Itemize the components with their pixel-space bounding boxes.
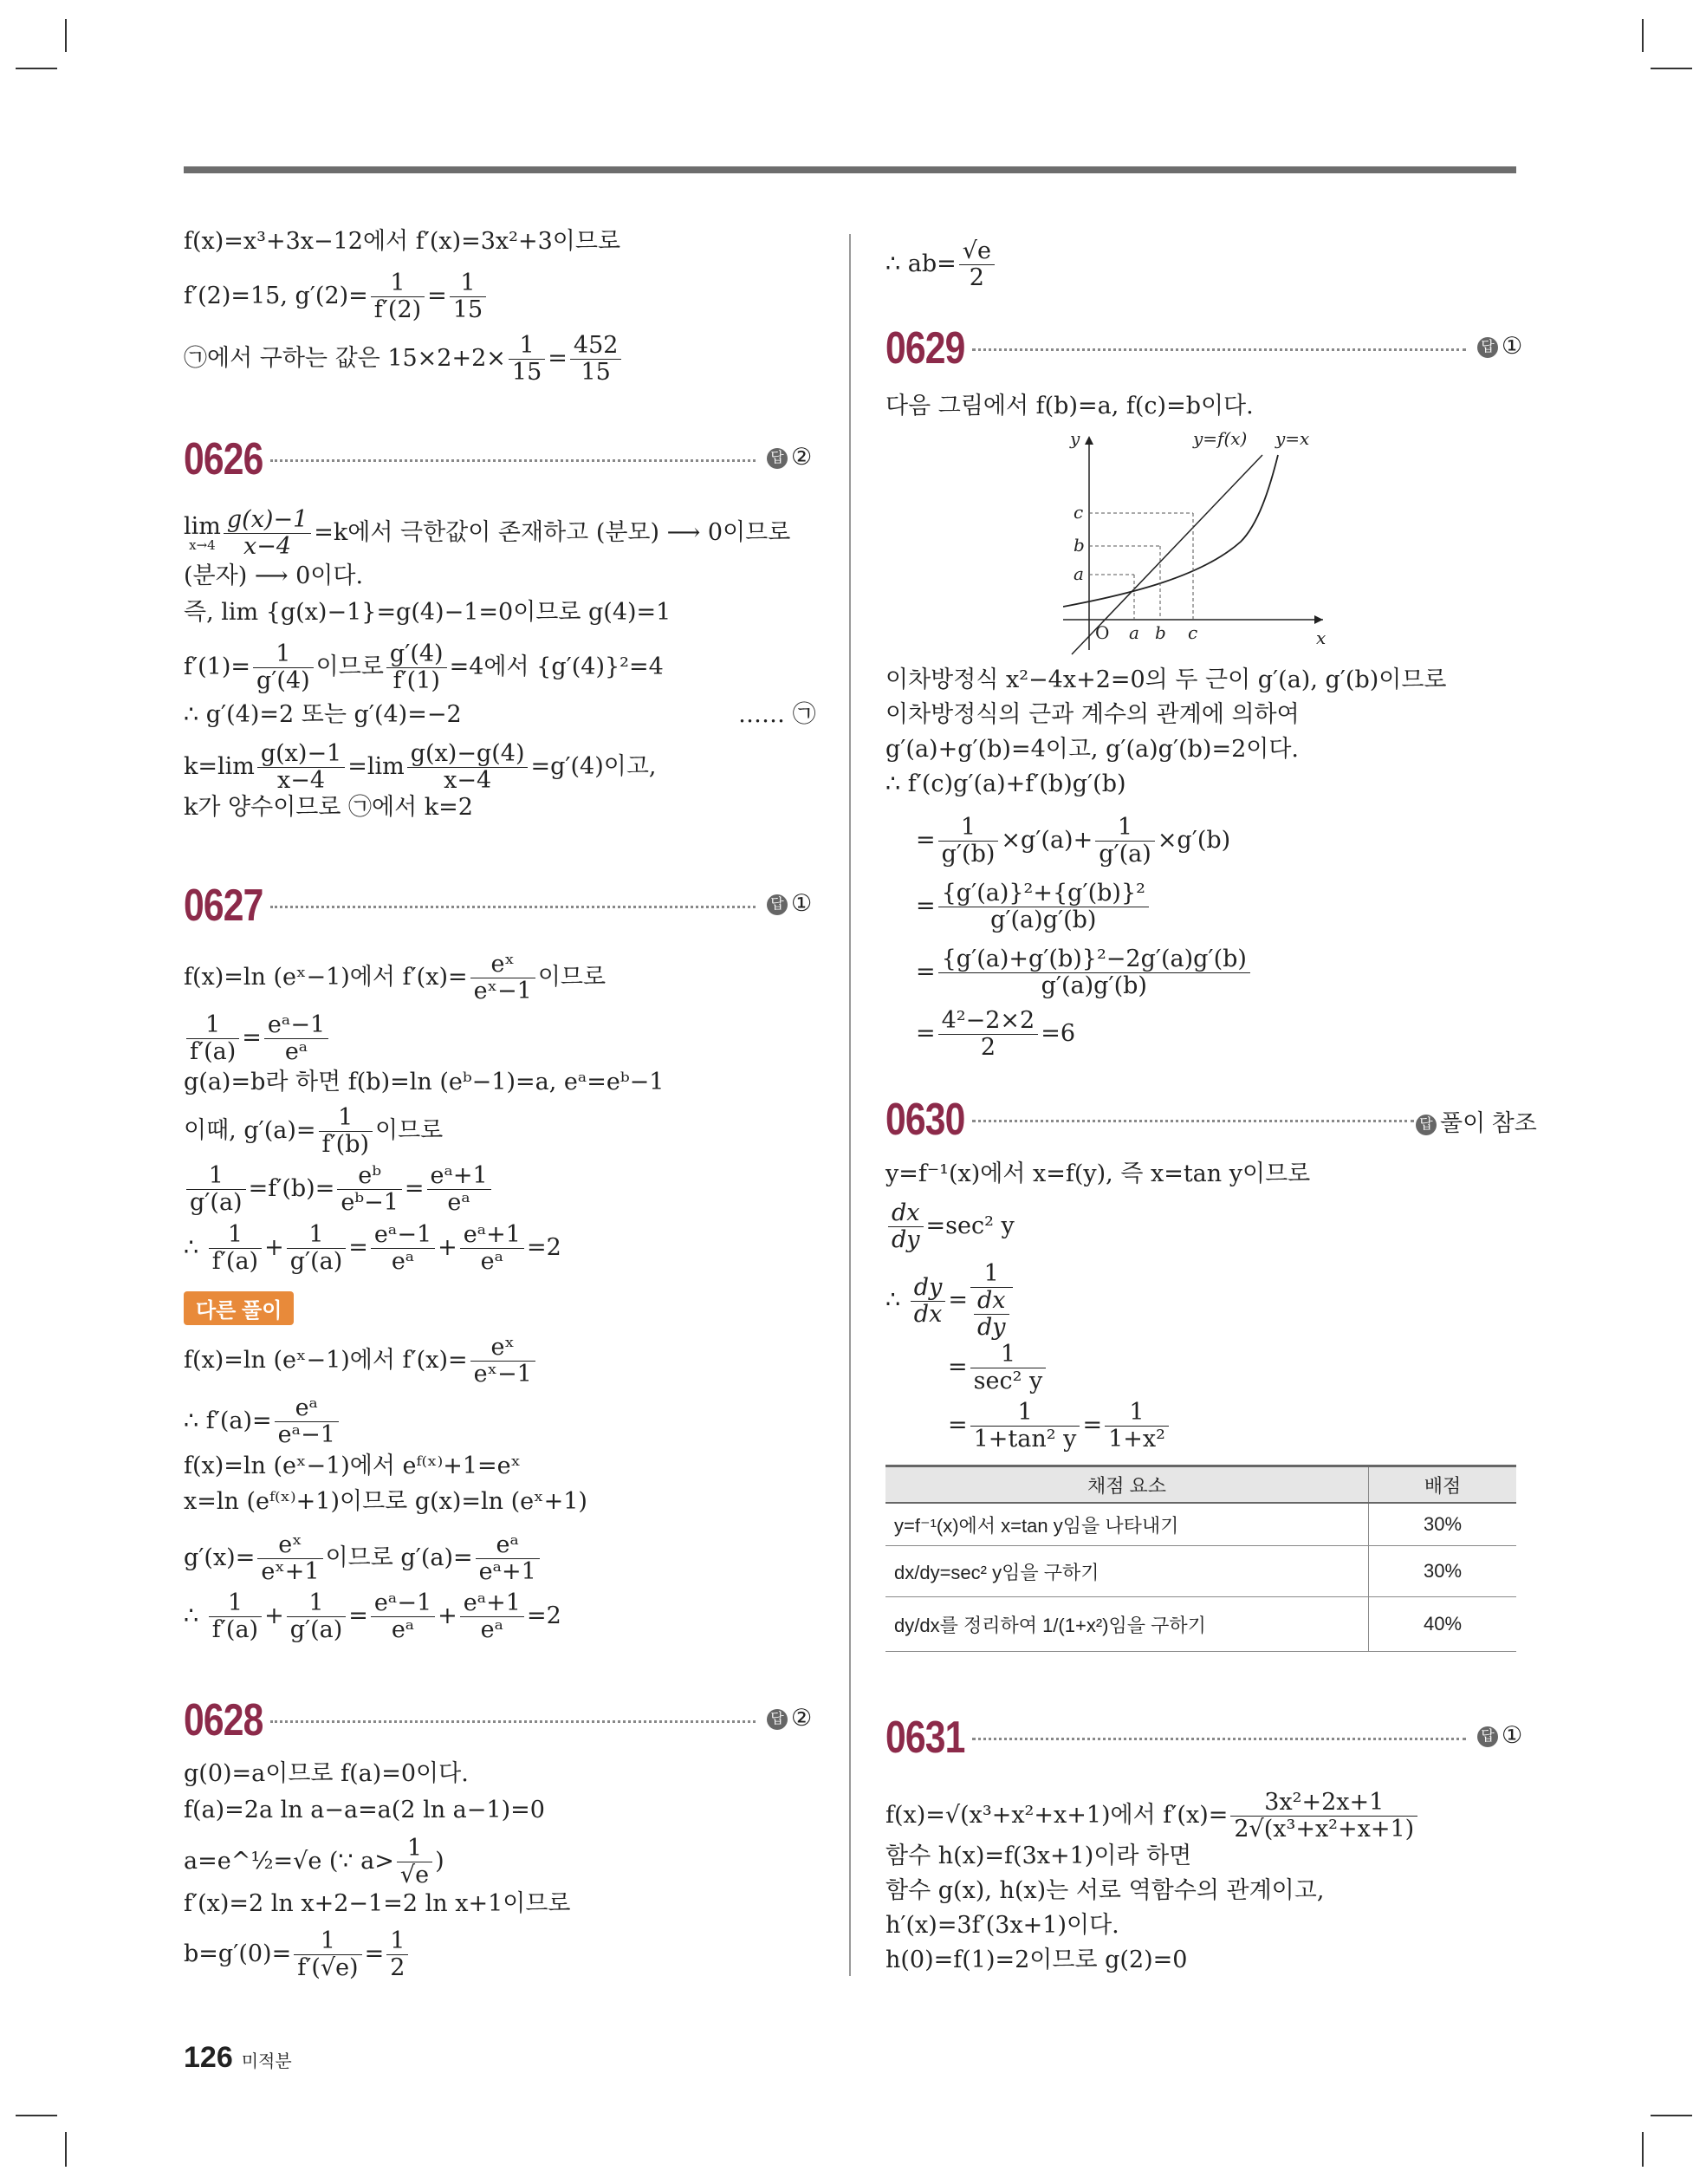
p631-line-5: h(0)=f(1)=2이므로 g(2)=0 bbox=[885, 1947, 1188, 1973]
dotted-leader bbox=[972, 348, 1466, 351]
answer-badge: 답 ① bbox=[767, 890, 812, 917]
origin-label: O bbox=[1095, 622, 1110, 643]
problem-number: 0630 bbox=[885, 1095, 965, 1145]
answer-icon: 답 bbox=[1416, 1115, 1437, 1135]
p627-line-1: f(x)=ln (eˣ−1)에서 f′(x)= $\frac{\text{eˣ}}{\text{eˣ−1}}$ 이므로 bbox=[184, 951, 607, 1004]
p630-line-5: = $\frac{1}{\text{1+tan² y}}$ = $\frac{1}{\text{1+x²}}$ bbox=[948, 1400, 1171, 1453]
alt-solution-tag: 다른 풀이 bbox=[184, 1291, 294, 1325]
y-axis-label: y bbox=[1070, 429, 1080, 449]
p629-line-9: = $\frac{\text{4²−2×2}}{2}$ =6 bbox=[916, 1007, 1076, 1061]
p631-line-4: h′(x)=3f′(3x+1)이다. bbox=[885, 1912, 1119, 1939]
p627-line-4: 이때, g′(a)= $\frac{1}{f'(b)}$ 이므로 bbox=[184, 1104, 444, 1158]
p629-line-8: = $\frac{\text{\{g′(a)+g′(b)\}²−2g′(a)g′(b)}}{g'(a)g'(b)}$ bbox=[916, 946, 1253, 999]
answer-badge: 답 ① bbox=[1477, 1722, 1522, 1749]
guide-lines bbox=[1089, 513, 1193, 620]
p629-line-7: = $\frac{\text{\{g′(a)\}²+\{g′(b)\}²}}{g'(a)g'(b)}$ bbox=[916, 881, 1151, 933]
p626-line-4: f′(1)= $\frac{1}{g'(4)}$ 이므로 $\frac{g'(4)}{f'(1)}$ =4에서 {g′(4)}²=4 bbox=[184, 640, 664, 694]
y-label-b: b bbox=[1074, 535, 1085, 556]
problem-number: 0631 bbox=[885, 1713, 965, 1763]
intro-line-1: f(x)=x³+3x−12에서 f′(x)=3x²+3이므로 bbox=[184, 228, 621, 255]
answer-icon: 답 bbox=[767, 448, 788, 469]
p630-line-2: $\frac{dx}{dy}$ =sec² y bbox=[885, 1200, 1015, 1253]
table-cell: 40% bbox=[1369, 1597, 1517, 1652]
curve-f bbox=[1063, 455, 1278, 607]
column-header: 배점 bbox=[1369, 1466, 1517, 1504]
table-row bbox=[885, 1503, 1516, 1546]
p627-line-5: $\frac{1}{g'(a)}$ =f′(b)= $\frac{\text{eᵇ}}{\text{eᵇ−1}}$ = $\frac{\text{eᵃ+1}}{\text{eᵃ}}$ bbox=[184, 1163, 494, 1216]
p627-line-6: ∴ $\frac{1}{f'(a)}$ + $\frac{1}{g'(a)}$ = $\frac{\text{eᵃ−1}}{\text{eᵃ}}$ + $\frac{\text{eᵃ+1}}{\text{eᵃ}}$ =2 bbox=[184, 1221, 561, 1275]
dotted-leader bbox=[270, 1720, 756, 1723]
page-number: 126 bbox=[184, 2041, 233, 2074]
p626-line-2: (분자) ⟶ 0이다. bbox=[184, 562, 364, 589]
x-axis-label: x bbox=[1316, 627, 1327, 648]
top-result-line: ∴ ab= $\frac{√e}{2}$ bbox=[885, 238, 997, 291]
p629-line-1: 다음 그림에서 f(b)=a, f(c)=b이다. bbox=[885, 393, 1254, 419]
p626-marker: …… ㉠ bbox=[738, 701, 816, 728]
answer-icon: 답 bbox=[1477, 337, 1498, 358]
p627-line-2: $\frac{1}{f'(a)}$ = $\frac{\text{eᵃ−1}}{\text{eᵃ}}$ bbox=[184, 1012, 331, 1065]
p630-line-1: y=f⁻¹(x)에서 x=f(y), 즉 x=tan y이므로 bbox=[885, 1160, 1311, 1187]
p630-line-3: ∴ $\frac{dy}{dx}$ = $\frac{1}{\frac{dx}{dy}}$ bbox=[885, 1261, 1015, 1341]
y-label-c: c bbox=[1074, 502, 1084, 523]
page-footer bbox=[184, 2041, 292, 2075]
p631-line-3: 함수 g(x), h(x)는 서로 역함수의 관계이고, bbox=[885, 1877, 1325, 1904]
table-row bbox=[885, 1597, 1516, 1652]
p627-alt-line-5: g′(x)= $\frac{\text{eˣ}}{\text{eˣ+1}}$ 이므로 g′(a)= $\frac{\text{eᵃ}}{\text{eᵃ+1}}$ bbox=[184, 1532, 542, 1585]
x-label-a: a bbox=[1129, 622, 1139, 643]
answer-icon: 답 bbox=[1477, 1726, 1498, 1747]
table-cell: 30% bbox=[1369, 1503, 1517, 1546]
p628-line-3: a=e^½=√e (∵ a> $\frac{1}{√e}$ ) bbox=[184, 1835, 444, 1888]
p627-alt-line-1: f(x)=ln (eˣ−1)에서 f′(x)= $\frac{\text{eˣ}}{\text{eˣ−1}}$ bbox=[184, 1335, 538, 1388]
yx-label: y=x bbox=[1275, 429, 1310, 449]
x-label-b: b bbox=[1155, 622, 1166, 643]
problem-number: 0627 bbox=[184, 881, 263, 931]
crop-mark bbox=[1651, 68, 1692, 69]
table-cell: 30% bbox=[1369, 1546, 1517, 1597]
p626-line-6: k=lim $\frac{g(x)-1}{x-4}$ =lim $\frac{g(x)-g(4)}{x-4}$ =g′(4)이고, bbox=[184, 740, 657, 794]
p631-line-2: 함수 h(x)=f(3x+1)이라 하면 bbox=[885, 1843, 1192, 1869]
problem-number: 0628 bbox=[184, 1695, 263, 1745]
crop-mark bbox=[16, 2115, 57, 2116]
p627-line-3: g(a)=b라 하면 f(b)=ln (eᵇ−1)=a, eᵃ=eᵇ−1 bbox=[184, 1069, 665, 1095]
problem-header-0626 bbox=[184, 433, 813, 485]
table-cell: dx/dy=sec² y임을 구하기 bbox=[885, 1546, 1369, 1597]
scoring-table bbox=[885, 1465, 1516, 1652]
problem-header-0630 bbox=[885, 1094, 1537, 1146]
answer-badge: 답 ① bbox=[1477, 333, 1522, 360]
p628-line-1: g(0)=a이므로 f(a)=0이다. bbox=[184, 1760, 469, 1787]
p631-line-1: f(x)=√(x³+x²+x+1)에서 f′(x)= $\frac{\text{3x²+2x+1}}{\text{2√(x³+x²+x+1)}}$ bbox=[885, 1790, 1420, 1843]
p629-line-3: 이차방정식의 근과 계수의 관계에 의하여 bbox=[885, 701, 1300, 728]
problem-header-0628 bbox=[184, 1694, 813, 1746]
answer-icon: 답 bbox=[767, 894, 788, 915]
problem-number: 0629 bbox=[885, 323, 965, 374]
p626-line-1: lim x→4 $\frac{g(x)-1}{x-4}$ =k에서 극한값이 존재하고 (분모) ⟶ 0이므로 bbox=[184, 506, 791, 560]
crop-mark bbox=[1642, 2132, 1644, 2167]
table-cell: dy/dx를 정리하여 1/(1+x²)임을 구하기 bbox=[885, 1597, 1369, 1652]
p629-line-2: 이차방정식 x²−4x+2=0의 두 근이 g′(a), g′(b)이므로 bbox=[885, 666, 1447, 693]
answer-badge: 답 풀이 참조 bbox=[1416, 1104, 1537, 1138]
dotted-leader bbox=[270, 906, 756, 908]
p628-line-4: f′(x)=2 ln x+2−1=2 ln x+1이므로 bbox=[184, 1890, 571, 1917]
p630-line-4: = $\frac{1}{\text{sec² y}}$ bbox=[948, 1342, 1048, 1394]
intro-line-3: ㉠에서 구하는 값은 15×2+2× $\frac{1}{15}$ = $\frac{452}{15}$ bbox=[184, 333, 624, 386]
problem-header-0631 bbox=[885, 1712, 1523, 1764]
left-column bbox=[184, 0, 816, 1993]
table-header-row bbox=[885, 1466, 1516, 1504]
p626-line-7: k가 양수이므로 ㉠에서 k=2 bbox=[184, 794, 473, 821]
answer-icon: 답 bbox=[767, 1709, 788, 1730]
p628-line-2: f(a)=2a ln a−a=a(2 ln a−1)=0 bbox=[184, 1797, 545, 1823]
problem-header-0627 bbox=[184, 880, 813, 932]
p629-line-6: = $\frac{1}{g'(b)}$ ×g′(a)+ $\frac{1}{g'(a)}$ ×g′(b) bbox=[916, 814, 1231, 868]
crop-mark bbox=[16, 68, 57, 69]
p626-line-3: 즉, lim {g(x)−1}=g(4)−1=0이므로 g(4)=1 bbox=[184, 599, 671, 626]
y-label-a: a bbox=[1074, 563, 1084, 584]
crop-mark bbox=[1651, 2115, 1692, 2116]
column-divider bbox=[849, 234, 851, 1976]
p627-alt-line-3: f(x)=ln (eˣ−1)에서 eᶠ⁽ˣ⁾+1=eˣ bbox=[184, 1453, 522, 1479]
graph-figure bbox=[1063, 429, 1332, 659]
p628-line-5: b=g′(0)= $\frac{1}{f'(√e)}$ = $\frac{1}{2}$ bbox=[184, 1928, 411, 1981]
x-axis-arrow-icon bbox=[1314, 615, 1323, 624]
right-column bbox=[885, 0, 1537, 1993]
subject-label: 미적분 bbox=[241, 2052, 292, 2071]
p629-line-4: g′(a)+g′(b)=4이고, g′(a)g′(b)=2이다. bbox=[885, 736, 1299, 763]
crop-mark bbox=[1642, 19, 1644, 52]
crop-mark bbox=[65, 19, 67, 52]
answer-badge: 답 ② bbox=[767, 1705, 812, 1732]
answer-badge: 답 ② bbox=[767, 444, 812, 471]
p629-line-5: ∴ f′(c)g′(a)+f′(b)g′(b) bbox=[885, 770, 1126, 797]
p627-alt-line-2: ∴ f′(a)= $\frac{\text{eᵃ}}{\text{eᵃ−1}}$ bbox=[184, 1395, 341, 1448]
y-axis-arrow-icon bbox=[1085, 436, 1093, 445]
problem-number: 0626 bbox=[184, 434, 263, 484]
dotted-leader bbox=[270, 459, 756, 462]
p627-alt-line-4: x=ln (eᶠ⁽ˣ⁾+1)이므로 g(x)=ln (eˣ+1) bbox=[184, 1488, 587, 1515]
crop-mark bbox=[65, 2132, 67, 2167]
dotted-leader bbox=[972, 1120, 1414, 1122]
p626-line-5: ∴ g′(4)=2 또는 g′(4)=−2 bbox=[184, 701, 462, 728]
table-cell: y=f⁻¹(x)에서 x=tan y임을 나타내기 bbox=[885, 1503, 1369, 1546]
problem-header-0629 bbox=[885, 322, 1523, 374]
fx-label: y=f(x) bbox=[1193, 429, 1248, 449]
intro-line-2: f′(2)=15, g′(2)= $\frac{1}{f'(2)}$ = $\frac{1}{15}$ bbox=[184, 270, 489, 323]
column-header: 채점 요소 bbox=[885, 1466, 1369, 1504]
dotted-leader bbox=[972, 1738, 1466, 1740]
p627-alt-line-6: ∴ $\frac{1}{f'(a)}$ + $\frac{1}{g'(a)}$ = $\frac{\text{eᵃ−1}}{\text{eᵃ}}$ + $\frac{\text{eᵃ+1}}{\text{eᵃ}}$ =2 bbox=[184, 1589, 561, 1643]
x-label-c: c bbox=[1188, 622, 1198, 643]
table-row bbox=[885, 1546, 1516, 1597]
